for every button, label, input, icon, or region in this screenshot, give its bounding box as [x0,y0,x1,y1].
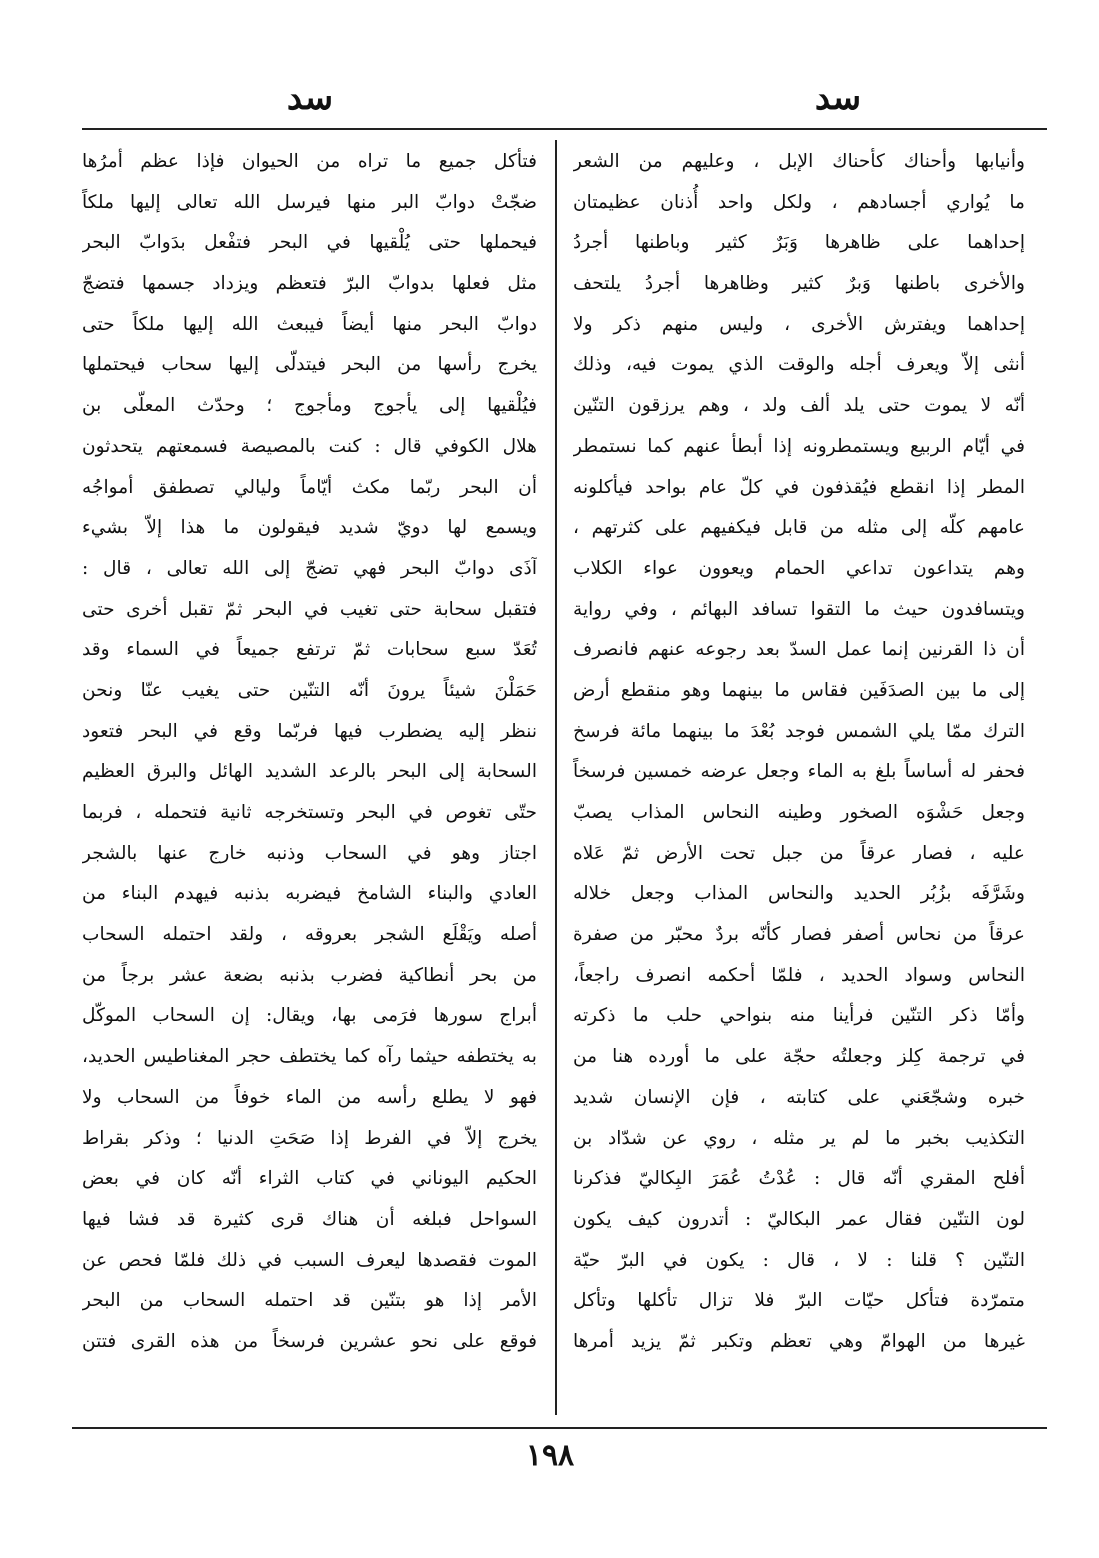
text-line: ضجّتْ دوابّ البر منها فيرسل الله تعالى إليها ملكاً [82,191,537,213]
text-line: ويتسافدون حيث ما التقوا تسافد البهائم ، وفي رواية [573,598,1025,620]
left-column [82,142,537,1363]
text-line: ننظر إليه يضطرب فيها فربّما وقع في البحر فتعود [82,720,537,742]
text-line: دوابّ البحر منها أيضاً فيبعث الله إليها ملكاً حتى [82,313,537,335]
text-line: إلى ما بين الصدَفَين فقاس ما بينهما وهو منقطع أرض [573,679,1025,701]
text-line: ويسمع لها دويّ شديد فيقولون ما هذا إلاّ بشيء [82,517,537,539]
text-line: أنّه لا يموت حتى يلد ألف ولد ، وهم يرزقون التنّين [573,395,1025,417]
text-line: فيحملها حتى يُلْقيها في البحر فتفْعل بدَوابّ البحر [82,232,537,254]
text-line: إحداهما ويفترش الأخرى ، وليس منهم ذكر ولا [573,313,1025,335]
text-line: تُعَدّ سبع سحابات ثمّ ترتفع جميعاً في السماء وقد [82,639,537,661]
text-line: يخرج إلاّ في الفرط إذا صَحَتِ الدنيا ؛ وذكر بقراط [82,1127,537,1149]
text-line: في أيّام الربيع ويستمطرونه إذا أبطأ عنهم كما نستمطر [573,435,1025,457]
text-line: عرقاً من نحاس أصفر فصار كأنّه بردٌ محبّر من صفرة [573,924,1025,946]
text-line: وهم يتداعون تداعي الحمام ويعوون عواء الكلاب [573,557,1025,579]
text-line: التكذيب بخبر ما لم ير مثله ، روي عن شدّاد بن [573,1127,1025,1149]
text-line: هلال الكوفي قال : كنت بالمصيصة فسمعتهم يتحدثون [82,435,537,457]
text-line: حَمَلْنَ شيئاً يرونَ أنّه التنّين حتى يغيب عنّا ونحن [82,679,537,701]
text-line: حتّى تغوص في البحر وتستخرجه ثانية فتحمله ، فربما [82,802,537,823]
text-line: يخرج رأسها من البحر فيتدلّى إليها سحاب فيحتملها [82,354,537,376]
text-line: الأمر إذا هو بتنّين قد احتمله السحاب من البحر [82,1290,537,1312]
text-line: لون التنّين فقال عمر البكاليّ : أتدرون كيف يكون [573,1208,1025,1230]
page-number: ١٩٨ [525,1438,575,1473]
text-line: فيُلْقيها إلى يأجوج ومأجوج ؛ وحدّث المعلّى بن [82,395,537,417]
text-line: إحداهما على ظاهرها وَبَرٌ كثير وباطنها أجردُ [573,232,1025,254]
text-line: السحابة إلى البحر بالرعد الشديد الهائل والبرق العظيم [82,761,537,783]
text-line: غيرها من الهوامّ وهي تعظم وتكبر ثمّ يزيد أمرها [573,1330,1025,1352]
text-line: عليه ، فصار عرقاً من جبل تحت الأرض ثمّ عَلاه [573,842,1025,864]
text-line: المطر إذا انقطع فيُقذفون في كلّ عام بواحد فيأكلونه [573,476,1025,498]
text-line: العادي والبناء الشامخ فيضربه بذنبه فيهدم البناء من [82,883,537,905]
text-line: فوقع على نحو عشرين فرسخاً من هذه القرى فتتن [82,1330,537,1352]
text-line: ما يُواري أجسادهم ، ولكل واحد أُذنان عظيمتان [573,191,1025,213]
text-line: عامهم كلّه إلى مثله من قابل فيكفيهم على كثرتهم ، [573,517,1025,539]
text-line: أبراج سورها فرَمى بها، ويقال: إن السحاب الموكّل [82,1005,537,1027]
text-line: وأمّا ذكر التنّين فرأينا منه بنواحي حلب ما ذكرته [573,1005,1025,1027]
text-line: فحفر له أساساً بلغ به الماء وجعل عرضه خمسين فرسخاً [573,761,1025,783]
running-header-left: سد [286,78,334,118]
text-line: وأنيابها وأحناك كأحناك الإبل ، وعليهم من الشعر [573,151,1025,172]
text-line: الحكيم اليوناني في كتاب الثراء أنّه كان في بعض [82,1168,537,1190]
text-line: فتقبل سحابة حتى تغيب في البحر ثمّ تقبل أخرى حتى [82,598,537,620]
text-line: أن ذا القرنين إنما عمل السدّ بعد رجوعه عنهم فانصرف [573,639,1025,661]
text-line: آذَى دوابّ البحر فهي تضجّ إلى الله تعالى ، قال : [82,557,537,579]
text-line: اجتاز وهو في السحاب وذنبه خارج عنها بالشجر [82,842,537,864]
text-line: أنثى إلاّ ويعرف أجله والوقت الذي يموت فيه، وذلك [573,354,1025,376]
text-line: في ترجمة كِلز وجعلتُه حجّة على ما أورده هنا من [573,1046,1025,1068]
text-line: الموت فقصدها ليعرف السبب في ذلك فلمّا فحص عن [82,1249,537,1271]
text-line: فتأكل جميع ما تراه من الحيوان فإذا عظم أمرُها [82,151,537,172]
text-line: مثل فعلها بدوابّ البرّ فتعظم ويزداد جسمها فتضجّ [82,273,537,295]
text-line: من بحر أنطاكية فضرب بذنبه بضعة عشر برجاً من [82,964,537,986]
text-line: به يختطفه حيثما رآه كما يختطف حجر المغناطيس الحديد، [82,1046,537,1068]
text-line: متمرّدة فتأكل حيّات البرّ فلا تزال تأكلها وتأكل [573,1290,1025,1312]
footer-rule [72,1427,1047,1429]
text-line: خبره وشجّعَني على كتابته ، فإن الإنسان شديد [573,1086,1025,1108]
header-rule [82,128,1047,130]
text-line: السواحل فبلغه أن هناك قرى كثيرة قد فشا فيها [82,1208,537,1230]
text-line: التنّين ؟ قلنا : لا ، قال : يكون في البرّ حيّة [573,1249,1025,1271]
text-line: أصله ويَقْلَع الشجر بعروقه ، ولقد احتمله السحاب [82,924,537,946]
column-divider [555,140,557,1415]
text-line: أفلح المقري أنّه قال : عُدْتُ عُمَرَ البِكاليّ فذكرنا [573,1168,1025,1190]
running-header-right: سد [814,78,862,118]
right-column [573,142,1025,1363]
text-line: فهو لا يطلع رأسه من الماء خوفاً من السحاب ولا [82,1086,537,1108]
text-line: النحاس وسواد الحديد ، فلمّا أحكمه انصرف راجعاً، [573,964,1025,986]
text-line: والأخرى باطنها وَبرٌ كثير وظاهرها أجردُ يلتحف [573,273,1025,295]
text-line: وشَرَّفَه بزُبُر الحديد والنحاس المذاب وجعل خلاله [573,883,1025,905]
text-line: وجعل حَشْوَه الصخور وطينه النحاس المذاب يصبّ [573,802,1025,823]
text-line: الترك ممّا يلي الشمس فوجد بُعْدَ ما بينهما مائة فرسخ [573,720,1025,742]
text-line: أن البحر ربّما مكث أيّاماً وليالي تصطفق أمواجُه [82,476,537,498]
